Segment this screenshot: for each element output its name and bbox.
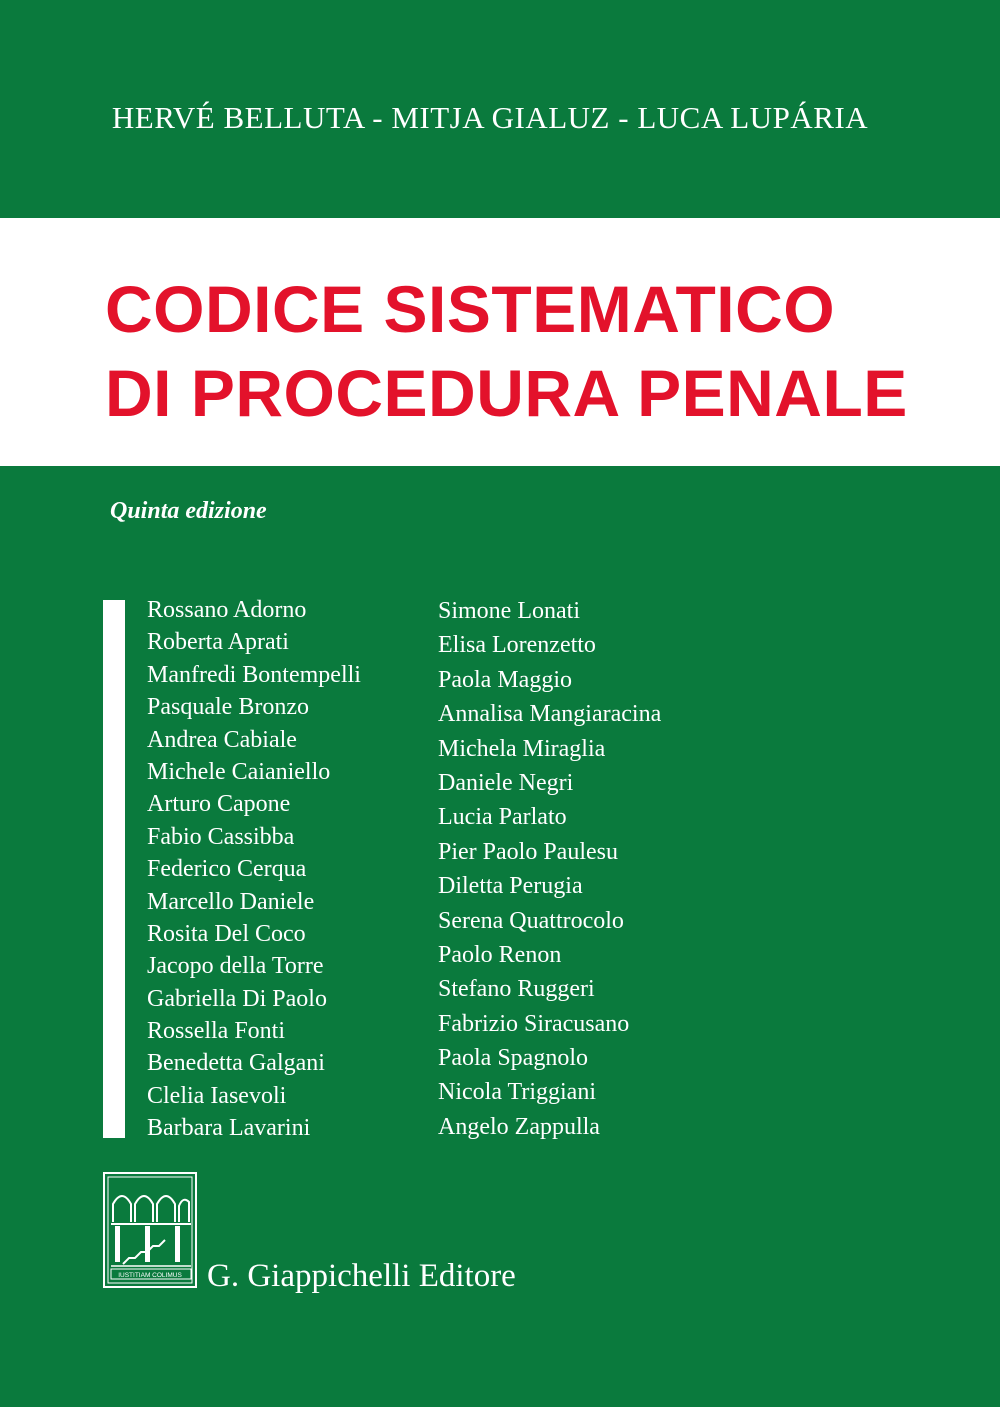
right-contributor: Paolo Renon	[438, 941, 562, 968]
logo-motto: IUSTITIAM COLIMUS	[118, 1272, 182, 1279]
contributors-right-column	[438, 594, 661, 1144]
left-contributor: Manfredi Bontempelli	[147, 661, 361, 688]
left-contributor: Arturo Capone	[147, 791, 291, 818]
right-contributor: Paola Maggio	[438, 666, 572, 693]
left-contributor: Pasquale Bronzo	[147, 694, 309, 721]
right-contributor: Stefano Ruggeri	[438, 976, 595, 1003]
left-contributor: Andrea Cabiale	[147, 726, 297, 753]
left-contributor: Federico Cerqua	[147, 856, 307, 883]
title-line-2: DI PROCEDURA PENALE	[105, 356, 908, 430]
publisher-logo-icon	[103, 1172, 197, 1288]
right-contributor: Daniele Negri	[438, 769, 574, 796]
right-contributor: Michela Miraglia	[438, 735, 606, 762]
right-contributor: Pier Paolo Paulesu	[438, 838, 618, 865]
arcade-building-emblem-icon	[105, 1174, 195, 1286]
edition-label: Quinta edizione	[110, 498, 267, 524]
contributors-left-column	[147, 594, 361, 1145]
authors-line: HERVÉ BELLUTA - MITJA GIALUZ - LUCA LUPÁRIA	[111, 100, 869, 135]
right-contributor: Serena Quattrocolo	[438, 907, 624, 934]
left-contributor: Roberta Aprati	[147, 629, 289, 656]
left-contributor: Rosita Del Coco	[147, 920, 306, 947]
left-contributor: Rossano Adorno	[147, 597, 307, 623]
left-contributor: Benedetta Galgani	[147, 1050, 325, 1077]
right-contributor: Angelo Zappulla	[438, 1113, 600, 1140]
title-line-1: CODICE SISTEMATICO	[105, 272, 836, 346]
right-contributor: Elisa Lorenzetto	[438, 632, 596, 659]
left-contributor: Clelia Iasevoli	[147, 1082, 287, 1109]
left-contributor: Marcello Daniele	[147, 888, 315, 915]
left-contributor: Gabriella Di Paolo	[147, 985, 327, 1012]
right-contributor: Lucia Parlato	[438, 804, 567, 831]
left-contributor: Michele Caianiello	[147, 758, 331, 785]
right-contributor: Simone Lonati	[438, 598, 580, 624]
right-contributor: Diletta Perugia	[438, 873, 583, 900]
right-contributor: Nicola Triggiani	[438, 1079, 597, 1106]
publisher-name: G. Giappichelli Editore	[207, 1258, 516, 1294]
left-contributor: Barbara Lavarini	[147, 1115, 311, 1142]
right-contributor: Annalisa Mangiaracina	[438, 701, 662, 728]
contributors-accent-bar	[103, 600, 125, 1138]
left-contributor: Rossella Fonti	[147, 1018, 286, 1045]
right-contributor: Fabrizio Siracusano	[438, 1010, 630, 1037]
left-contributor: Jacopo della Torre	[147, 953, 324, 980]
left-contributor: Fabio Cassibba	[147, 823, 295, 850]
right-contributor: Paola Spagnolo	[438, 1045, 588, 1072]
